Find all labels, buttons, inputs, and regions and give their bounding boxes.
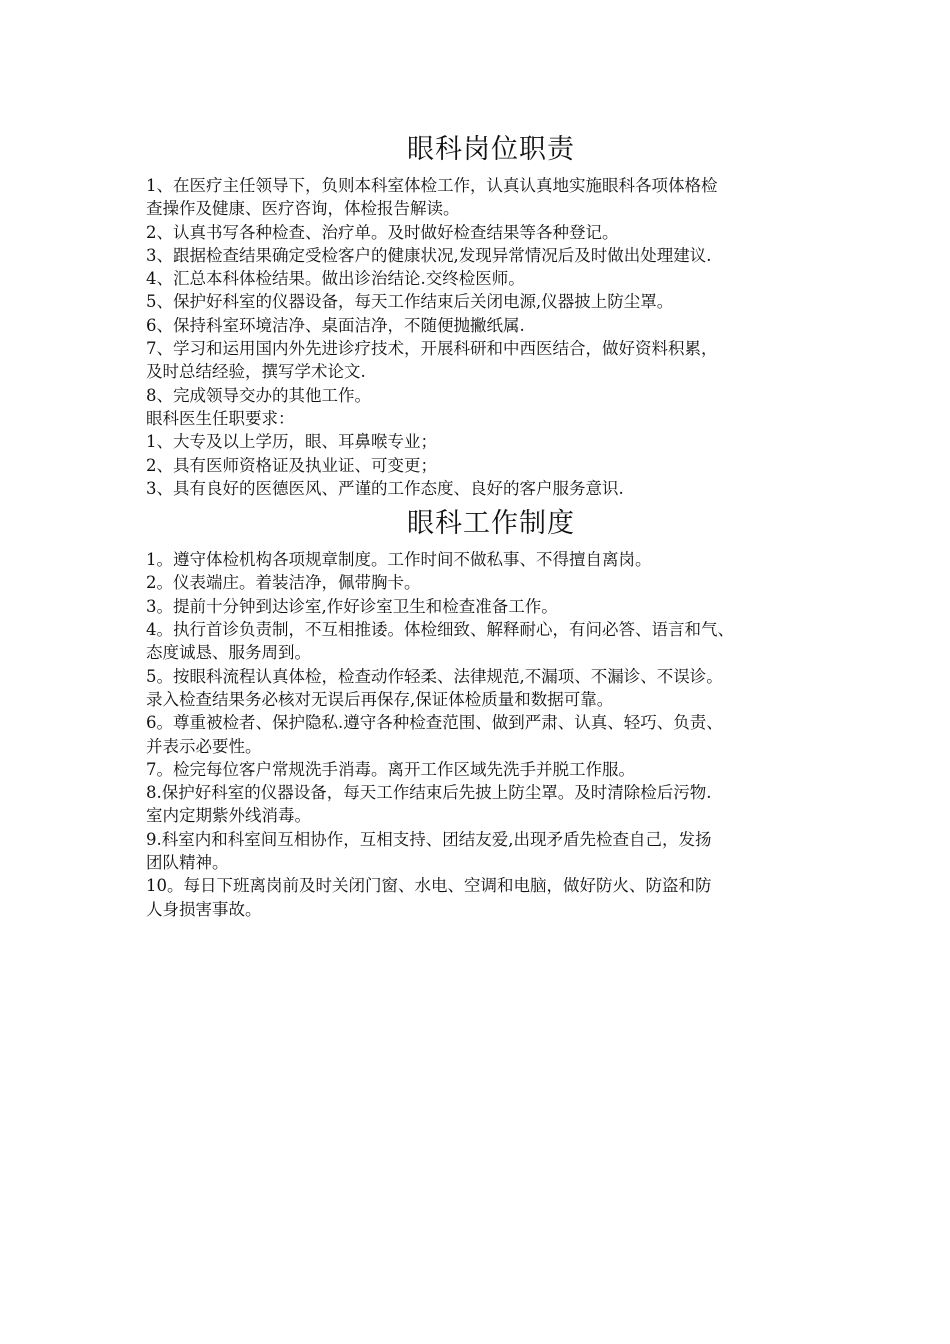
section-duties — [146, 130, 836, 500]
text-line: 态度诚恳、服务周到。 — [146, 643, 311, 663]
text-line: 4。执行首诊负责制，不互相推诿。体检细致、解释耐心，有问必答、语言和气、 — [146, 620, 734, 640]
section-work-rules — [146, 504, 836, 921]
text-line: 室内定期紫外线消毒。 — [146, 806, 311, 826]
text-line: 2、认真书写各种检查、治疗单。及时做好检查结果等各种登记。 — [146, 222, 619, 242]
text-line: 录入检查结果务必核对无误后再保存,保证体检质量和数据可靠。 — [146, 689, 614, 709]
text-line: 3、具有良好的医德医风、严谨的工作态度、良好的客户服务意识. — [146, 478, 624, 498]
text-line: 1、大专及以上学历，眼、耳鼻喉专业； — [146, 432, 437, 452]
section-title-duties: 眼科岗位职责 — [407, 134, 575, 165]
text-line: 并表示必要性。 — [146, 736, 262, 756]
text-line: 1、在医疗主任领导下，负则本科室体检工作，认真认真地实施眼科各项体格检 — [146, 176, 718, 195]
text-line: 眼科医生任职要求： — [146, 408, 295, 428]
text-line: 及时总结经验，撰写学术论文. — [146, 362, 366, 382]
text-line: 7、学习和运用国内外先进诊疗技术，开展科研和中西医结合，做好资料积累， — [146, 339, 718, 359]
text-line: 6、保持科室环境洁净、桌面洁净，不随便抛撇纸属. — [146, 315, 525, 335]
text-line: 2。仪表端庄。着装洁净，佩带胸卡。 — [146, 573, 421, 593]
text-line: 5、保护好科室的仪器设备，每天工作结束后关闭电源,仪器披上防尘罩。 — [146, 292, 674, 312]
text-line: 10。每日下班离岗前及时关闭门窗、水电、空调和电脑，做好防火、防盗和防 — [146, 876, 712, 896]
text-line: 5。按眼科流程认真体检，检查动作轻柔、法律规范,不漏项、不漏诊、不误诊。 — [146, 666, 723, 686]
text-line: 6。尊重被检者、保护隐私.遵守各种检查范围、做到严肃、认真、轻巧、负责、 — [146, 713, 723, 733]
text-line: 3、跟据检查结果确定受检客户的健康状况,发现异常情况后及时做出处理建议. — [146, 245, 712, 265]
section-title-work-rules: 眼科工作制度 — [407, 508, 575, 540]
text-line: 1。遵守体检机构各项规章制度。工作时间不做私事、不得擅自离岗。 — [146, 550, 652, 570]
text-line: 7。检完每位客户常规洗手消毒。离开工作区域先洗手并脱工作服。 — [146, 759, 635, 779]
text-line: 8、完成领导交办的其他工作。 — [146, 385, 371, 405]
text-line: 4、汇总本科体检结果。做出诊治结论.交终检医师。 — [146, 269, 525, 289]
text-line: 2、具有医师资格证及执业证、可变更； — [146, 455, 437, 475]
text-line: 8.保护好科室的仪器设备，每天工作结束后先披上防尘罩。及时清除检后污物. — [146, 783, 712, 803]
text-line: 3。提前十分钟到达诊室,作好诊室卫生和检查准备工作。 — [146, 596, 558, 616]
document-content — [146, 130, 836, 921]
text-line: 查操作及健康、医疗咨询，体检报告解读。 — [146, 199, 460, 219]
text-line: 9.科室内和科室间互相协作，互相支持、团结友爱,出现矛盾先检查自己，发扬 — [146, 829, 712, 849]
text-line: 团队精神。 — [146, 853, 229, 873]
text-line: 人身损害事故。 — [146, 899, 262, 919]
